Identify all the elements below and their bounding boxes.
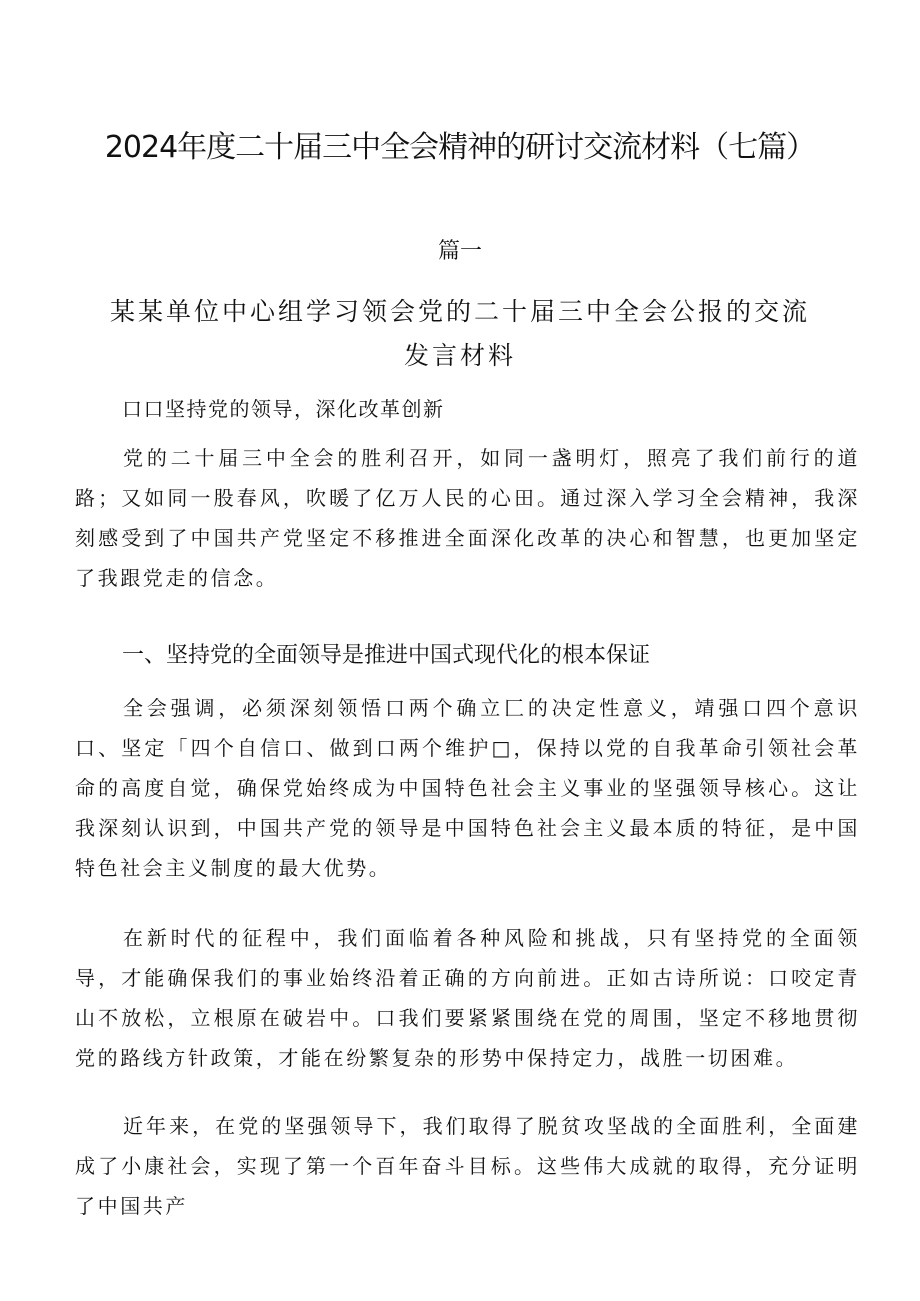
sub-title: 某某单位中心组学习领会党的二十届三中全会公报的交流发言材料 [110, 297, 811, 370]
section-heading-1: 一、坚持党的全面领导是推进中国式现代化的根本保证 [122, 643, 651, 668]
paragraph-section1-2: 在新时代的征程中，我们面临着各种风险和挑战，只有坚持党的全面领导，才能确保我们的事业始终沿着正确的方向前进。正如古诗所说：口咬定青山不放松，立根原在破岩中。口我们要紧紧围绕在党的周围，坚定不移地贯彻党的路线方针政策，才能在纷繁复杂的形势中保持定力，战胜一切困难。 [75, 926, 860, 1070]
intro-line: 口口坚持党的领导，深化改革创新 [122, 397, 445, 421]
section-label: 篇一 [437, 239, 482, 264]
paragraph-section1-1: 全会强调，必须深刻领悟口两个确立匚的决定性意义，靖强口四个意识口、坚定「四个自信口、做到口两个维护□，保持以党的自我革命引领社会革命的高度自觉，确保党始终成为中国特色社会主义事业的坚强领导核心。这让我深刻认识到，中国共产党的领导是中国特色社会主义最本质的特征，是中国特色社会主义制度的最大优势。 [75, 696, 860, 880]
paragraph-intro: 党的二十届三中全会的胜利召开，如同一盏明灯，照亮了我们前行的道路；又如同一股春风，吹暖了亿万人民的心田。通过深入学习全会精神，我深刻感受到了中国共产党坚定不移推进全面深化改革的决心和智慧，也更加坚定了我跟党走的信念。 [75, 446, 860, 590]
paragraph-section1-3: 近年来，在党的坚强领导下，我们取得了脱贫攻坚战的全面胜利，全面建成了小康社会，实现了第一个百年奋斗目标。这些伟大成就的取得，充分证明了中国共产 [75, 1114, 860, 1218]
document-title: 2024年度二十届三中全会精神的研讨交流材料（七篇） [104, 130, 816, 165]
